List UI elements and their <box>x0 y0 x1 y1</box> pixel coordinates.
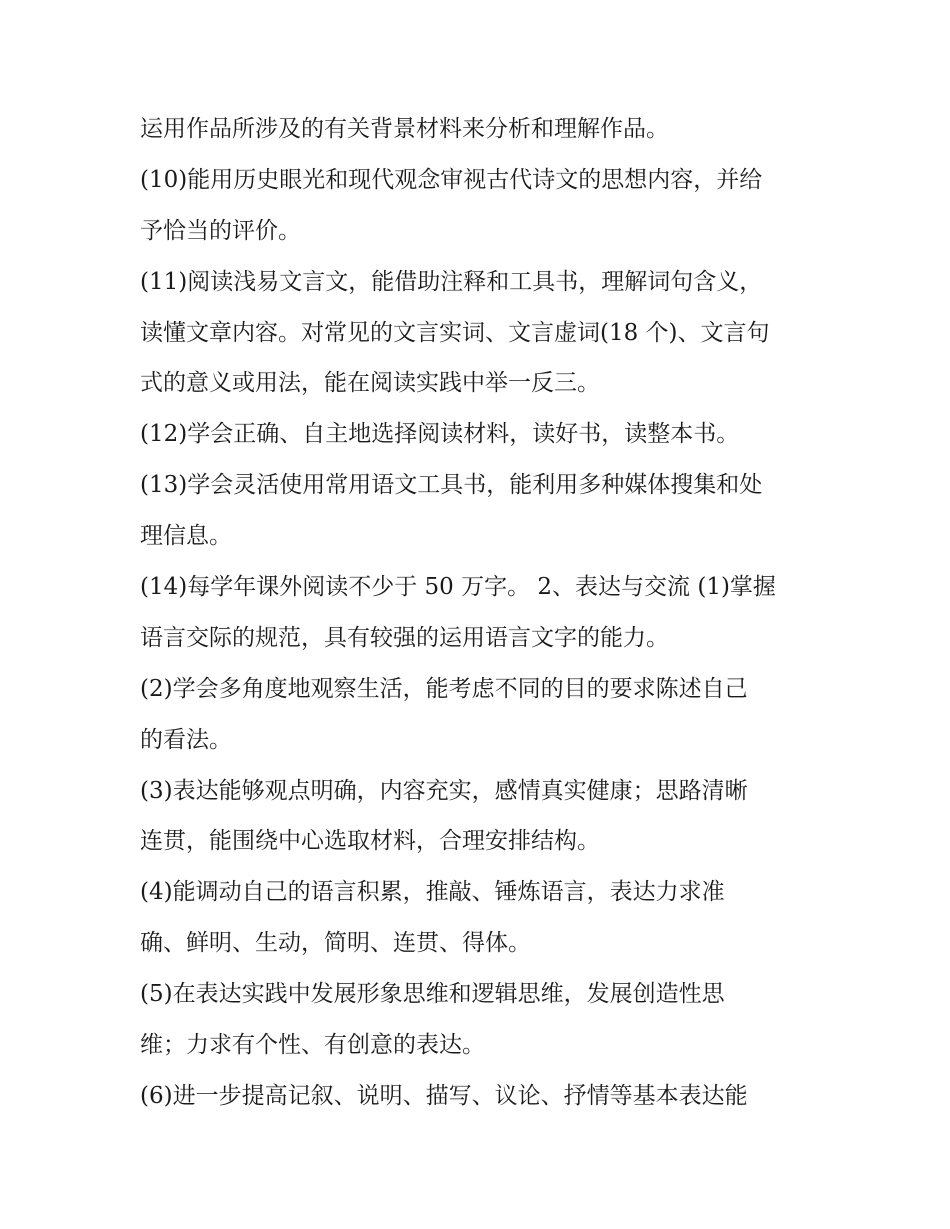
text-line: 予恰当的评价。 <box>140 217 301 244</box>
text-line: (3)表达能够观点明确，内容充实，感情真实健康；思路清晰 <box>140 777 748 804</box>
text-line: 的看法。 <box>140 726 232 753</box>
document-body <box>140 104 820 1122</box>
text-line: 维；力求有个性、有创意的表达。 <box>140 1032 485 1059</box>
text-line: 语言交际的规范，具有较强的运用语言文字的能力。 <box>140 624 669 651</box>
text-line: 式的意义或用法，能在阅读实践中举一反三。 <box>140 370 600 397</box>
text-line: 确、鲜明、生动，简明、连贯、得体。 <box>140 930 531 957</box>
text-line: (5)在表达实践中发展形象思维和逻辑思维，发展创造性思 <box>140 981 725 1008</box>
text-line: 读懂文章内容。对常见的文言实词、文言虚词(18 个)、文言句 <box>140 319 770 346</box>
text-line: (10)能用历史眼光和现代观念审视古代诗文的思想内容，并给 <box>140 166 763 193</box>
text-line: (12)学会正确、自主地选择阅读材料，读好书，读整本书。 <box>140 421 740 448</box>
text-line: (4)能调动自己的语言积累，推敲、锤炼语言，表达力求准 <box>140 879 725 906</box>
text-line: 运用作品所涉及的有关背景材料来分析和理解作品。 <box>140 116 669 142</box>
text-line: (6)进一步提高记叙、说明、描写、议论、抒情等基本表达能 <box>140 1082 748 1109</box>
text-line: (13)学会灵活使用常用语文工具书，能利用多种媒体搜集和处 <box>140 472 763 499</box>
text-line: 连贯，能围绕中心选取材料，合理安排结构。 <box>140 828 600 855</box>
text-line: (11)阅读浅易文言文，能借助注释和工具书，理解词句含义， <box>140 268 763 295</box>
text-line: (2)学会多角度地观察生活，能考虑不同的目的要求陈述自己 <box>140 675 748 702</box>
text-line: (14)每学年课外阅读不少于 50 万字。 2、表达与交流 (1)掌握 <box>140 574 776 601</box>
text-line: 理信息。 <box>140 523 232 550</box>
